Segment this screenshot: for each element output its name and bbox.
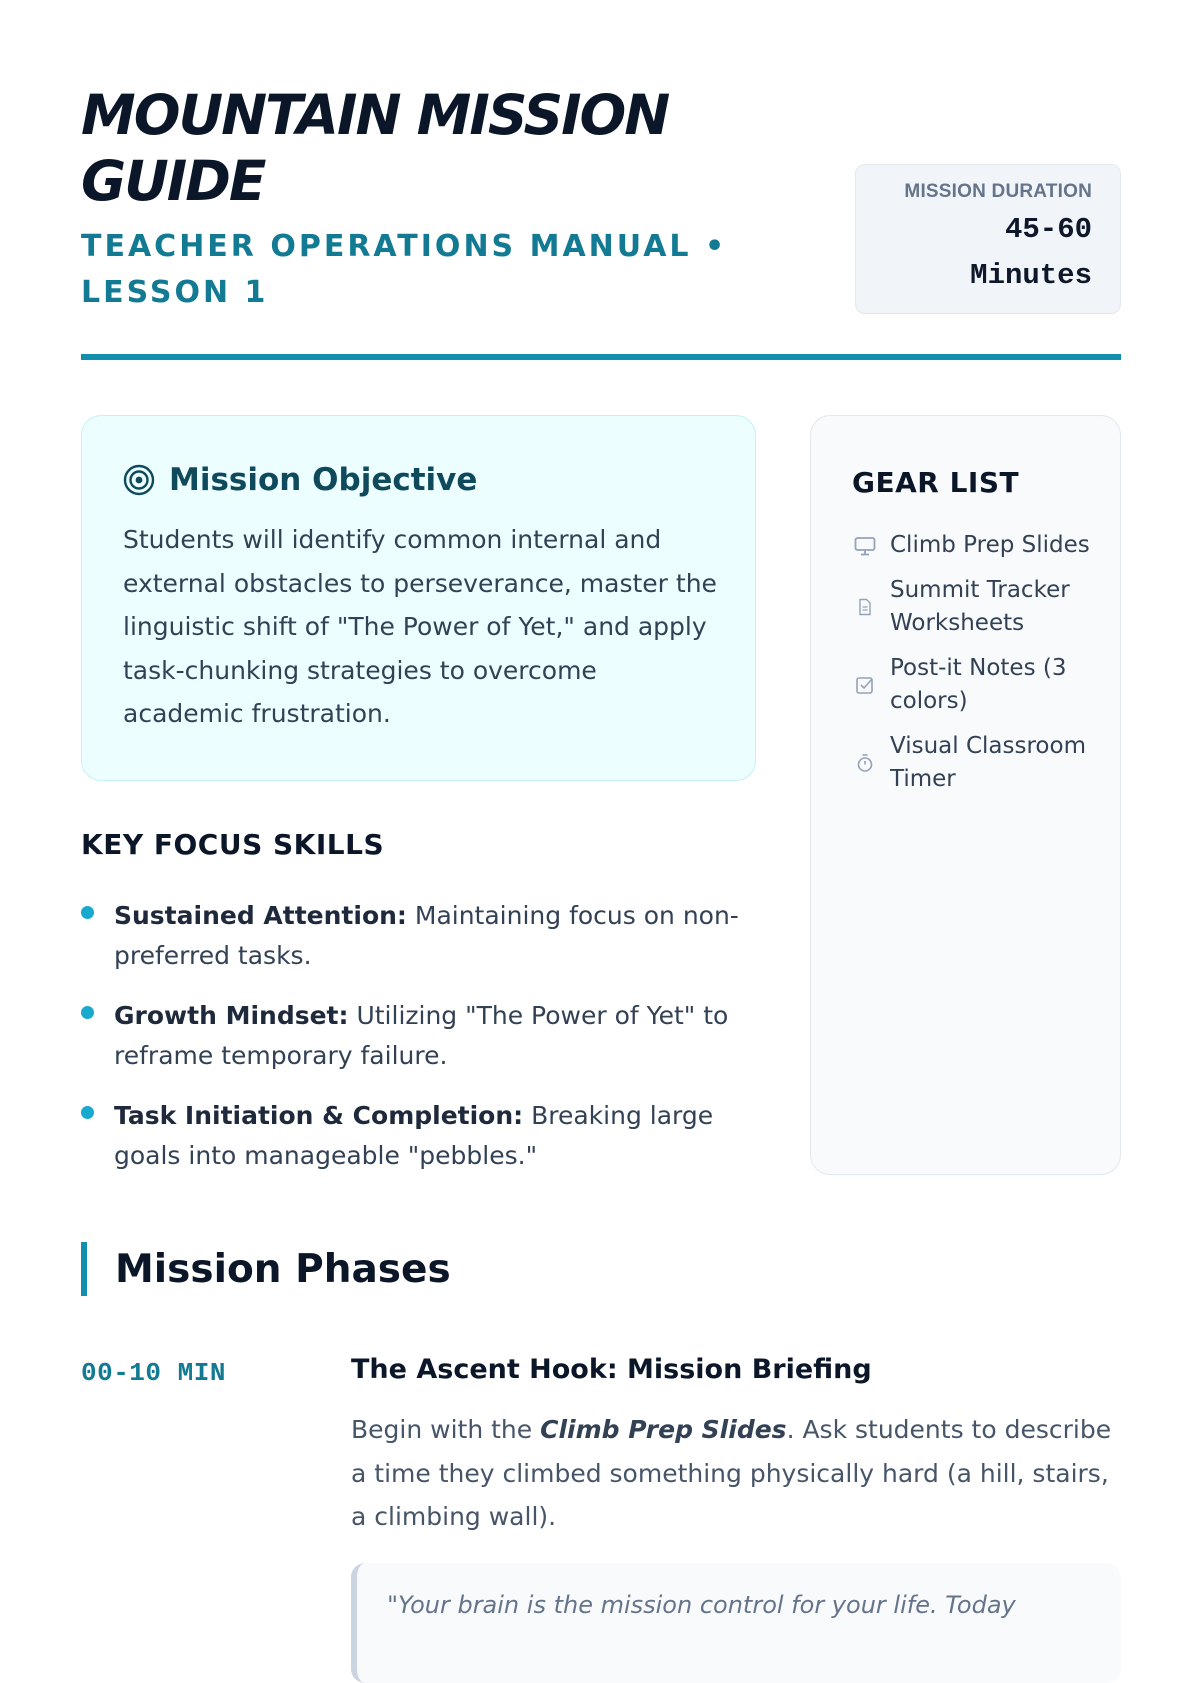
bullet-icon bbox=[81, 906, 94, 919]
page-subtitle: TEACHER OPERATIONS MANUAL • LESSON 1 bbox=[81, 229, 728, 310]
monitor-icon bbox=[852, 533, 878, 559]
list-item bbox=[81, 996, 761, 1076]
key-focus-skills-list bbox=[81, 896, 761, 1196]
phase-desc-resource: Climb Prep Slides bbox=[540, 1415, 787, 1444]
gear-item-label: Post-it Notes (3 colors) bbox=[890, 655, 1067, 714]
gear-list bbox=[852, 529, 1090, 796]
gear-item-worksheets bbox=[852, 574, 1090, 640]
document-icon bbox=[852, 594, 878, 620]
bullet-icon bbox=[81, 1106, 94, 1119]
gear-item-post-it-notes bbox=[852, 652, 1090, 718]
phase-quote: "Your brain is the mission control for your life. Today bbox=[351, 1563, 1121, 1683]
gear-item-label: Visual Classroom Timer bbox=[890, 733, 1086, 792]
gear-item-slides bbox=[852, 529, 1090, 562]
page-title: MOUNTAIN MISSION GUIDE bbox=[81, 83, 669, 213]
objective-text: Students will identify common internal and external obstacles to perseverance, master the linguistic shift of "The Power of Yet," and apply task-chunking strategies to overcome academic frustration. bbox=[123, 525, 717, 728]
duration-range: 45-60 bbox=[1004, 213, 1092, 246]
mission-objective-card bbox=[81, 415, 756, 781]
target-icon bbox=[123, 464, 155, 496]
duration-unit: Minutes bbox=[970, 259, 1092, 292]
duration-value bbox=[876, 207, 1092, 299]
objective-heading bbox=[123, 458, 715, 502]
mission-duration-card bbox=[855, 164, 1121, 314]
skill-label: Sustained Attention: bbox=[114, 901, 407, 930]
mission-phases-title: Mission Phases bbox=[115, 1246, 451, 1292]
key-focus-skills-title: KEY FOCUS SKILLS bbox=[81, 828, 385, 861]
gear-item-timer bbox=[852, 730, 1090, 796]
heading-accent-bar bbox=[81, 1242, 87, 1296]
skill-text: Maintaining focus on non-preferred tasks. bbox=[114, 901, 739, 970]
gear-item-label: Climb Prep Slides bbox=[890, 532, 1090, 558]
phase-time: 00-10 MIN bbox=[81, 1358, 226, 1388]
gear-list-title: GEAR LIST bbox=[852, 466, 1020, 499]
gear-item-label: Summit Tracker Worksheets bbox=[890, 577, 1070, 636]
phase-desc-end: . Ask students to describe a time they climbed something physically hard (a hill, stairs, a climbing wall). bbox=[351, 1415, 1112, 1531]
timer-icon bbox=[852, 750, 878, 776]
lesson-guide-page bbox=[81, 0, 1121, 1619]
skill-text: Breaking large goals into manageable "pebbles." bbox=[114, 1101, 714, 1170]
header-divider bbox=[81, 354, 1121, 360]
checkbox-icon bbox=[852, 672, 878, 698]
mission-phases-heading bbox=[81, 1242, 451, 1296]
list-item bbox=[81, 896, 761, 976]
phase-title: The Ascent Hook: Mission Briefing bbox=[351, 1354, 872, 1385]
skill-label: Growth Mindset: bbox=[114, 1001, 349, 1030]
bullet-icon bbox=[81, 1006, 94, 1019]
header bbox=[81, 82, 1121, 362]
skill-label: Task Initiation & Completion: bbox=[114, 1101, 524, 1130]
phase-description bbox=[351, 1408, 1121, 1539]
list-item bbox=[81, 1096, 761, 1176]
duration-label: MISSION DURATION bbox=[904, 181, 1092, 202]
objective-title: Mission Objective bbox=[169, 462, 478, 498]
phase-desc-start: Begin with the bbox=[351, 1415, 541, 1444]
gear-list-panel bbox=[810, 415, 1121, 1175]
phase-body bbox=[351, 1350, 1121, 1683]
skill-text: Utilizing "The Power of Yet" to reframe temporary failure. bbox=[114, 1001, 729, 1070]
